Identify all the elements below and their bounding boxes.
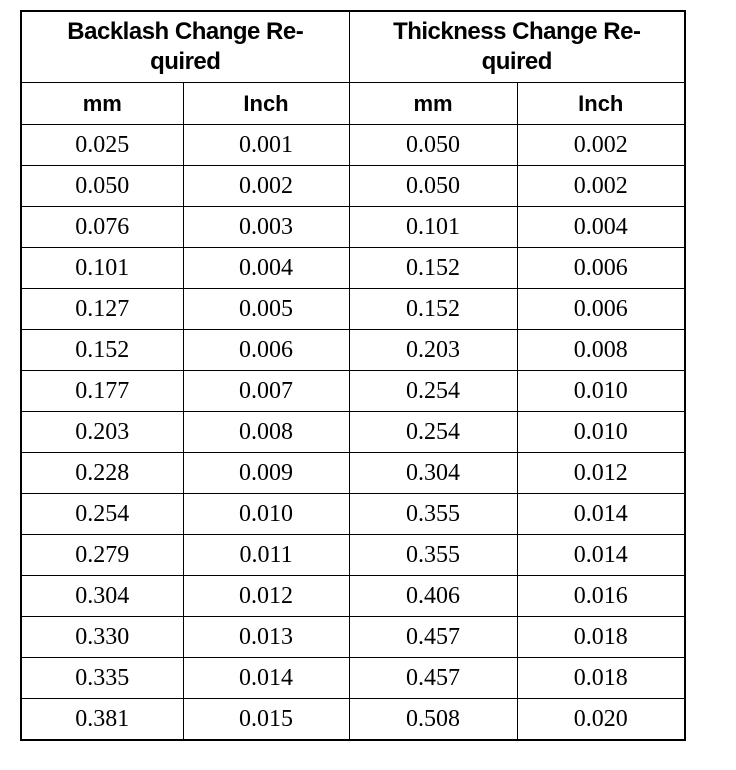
- thickness-inch-cell: 0.002: [517, 166, 685, 207]
- backlash-change-header: [21, 11, 349, 83]
- backlash-inch-header: Inch: [183, 83, 349, 125]
- thickness-change-header: [349, 11, 685, 83]
- backlash-inch-cell: 0.006: [183, 330, 349, 371]
- thickness-mm-cell: 0.050: [349, 166, 517, 207]
- backlash-mm-cell: 0.050: [21, 166, 183, 207]
- backlash-mm-cell: 0.381: [21, 699, 183, 741]
- table-row: [21, 207, 685, 248]
- thickness-inch-cell: 0.020: [517, 699, 685, 741]
- thickness-mm-cell: 0.203: [349, 330, 517, 371]
- table-row: [21, 330, 685, 371]
- thickness-mm-cell: 0.152: [349, 248, 517, 289]
- backlash-mm-cell: 0.304: [21, 576, 183, 617]
- table-row: [21, 125, 685, 166]
- backlash-mm-cell: 0.254: [21, 494, 183, 535]
- unit-header-row: [21, 83, 685, 125]
- backlash-inch-cell: 0.005: [183, 289, 349, 330]
- group-header-row: [21, 11, 685, 83]
- thickness-mm-cell: 0.254: [349, 371, 517, 412]
- backlash-inch-cell: 0.009: [183, 453, 349, 494]
- backlash-inch-cell: 0.003: [183, 207, 349, 248]
- thickness-inch-cell: 0.006: [517, 248, 685, 289]
- backlash-mm-cell: 0.076: [21, 207, 183, 248]
- backlash-inch-cell: 0.011: [183, 535, 349, 576]
- thickness-mm-cell: 0.050: [349, 125, 517, 166]
- table-row: [21, 248, 685, 289]
- backlash-inch-cell: 0.010: [183, 494, 349, 535]
- table-body: [21, 125, 685, 741]
- backlash-mm-cell: 0.330: [21, 617, 183, 658]
- thickness-inch-cell: 0.014: [517, 494, 685, 535]
- thickness-mm-cell: 0.406: [349, 576, 517, 617]
- thickness-mm-cell: 0.101: [349, 207, 517, 248]
- thickness-mm-cell: 0.304: [349, 453, 517, 494]
- backlash-header-line1: Backlash Change Re-: [67, 18, 304, 45]
- thickness-inch-cell: 0.006: [517, 289, 685, 330]
- backlash-inch-cell: 0.007: [183, 371, 349, 412]
- shim-change-table: [20, 10, 686, 741]
- backlash-inch-cell: 0.013: [183, 617, 349, 658]
- thickness-mm-cell: 0.457: [349, 658, 517, 699]
- thickness-inch-header: Inch: [517, 83, 685, 125]
- thickness-inch-cell: 0.018: [517, 658, 685, 699]
- backlash-inch-cell: 0.002: [183, 166, 349, 207]
- backlash-inch-cell: 0.012: [183, 576, 349, 617]
- table-row: [21, 412, 685, 453]
- thickness-mm-cell: 0.457: [349, 617, 517, 658]
- thickness-inch-cell: 0.004: [517, 207, 685, 248]
- thickness-mm-cell: 0.152: [349, 289, 517, 330]
- thickness-mm-cell: 0.508: [349, 699, 517, 741]
- backlash-mm-cell: 0.335: [21, 658, 183, 699]
- table-row: [21, 494, 685, 535]
- thickness-header-line1: Thickness Change Re-: [393, 18, 641, 45]
- backlash-inch-cell: 0.014: [183, 658, 349, 699]
- thickness-inch-cell: 0.016: [517, 576, 685, 617]
- table-row: [21, 576, 685, 617]
- backlash-mm-cell: 0.203: [21, 412, 183, 453]
- table-row: [21, 617, 685, 658]
- backlash-mm-cell: 0.177: [21, 371, 183, 412]
- thickness-inch-cell: 0.008: [517, 330, 685, 371]
- table-row: [21, 453, 685, 494]
- table-row: [21, 289, 685, 330]
- table-row: [21, 699, 685, 741]
- thickness-mm-header: mm: [349, 83, 517, 125]
- backlash-inch-cell: 0.008: [183, 412, 349, 453]
- backlash-header-line2: quired: [150, 48, 221, 75]
- backlash-mm-cell: 0.152: [21, 330, 183, 371]
- thickness-inch-cell: 0.012: [517, 453, 685, 494]
- backlash-mm-cell: 0.279: [21, 535, 183, 576]
- thickness-mm-cell: 0.254: [349, 412, 517, 453]
- table-row: [21, 658, 685, 699]
- table-row: [21, 371, 685, 412]
- table-row: [21, 166, 685, 207]
- thickness-inch-cell: 0.014: [517, 535, 685, 576]
- thickness-header-line2: quired: [481, 48, 552, 75]
- backlash-inch-cell: 0.004: [183, 248, 349, 289]
- thickness-mm-cell: 0.355: [349, 494, 517, 535]
- thickness-inch-cell: 0.010: [517, 371, 685, 412]
- backlash-inch-cell: 0.001: [183, 125, 349, 166]
- backlash-mm-cell: 0.228: [21, 453, 183, 494]
- backlash-mm-cell: 0.025: [21, 125, 183, 166]
- thickness-inch-cell: 0.018: [517, 617, 685, 658]
- thickness-inch-cell: 0.002: [517, 125, 685, 166]
- backlash-mm-cell: 0.101: [21, 248, 183, 289]
- backlash-mm-header: mm: [21, 83, 183, 125]
- backlash-inch-cell: 0.015: [183, 699, 349, 741]
- backlash-mm-cell: 0.127: [21, 289, 183, 330]
- thickness-inch-cell: 0.010: [517, 412, 685, 453]
- table-row: [21, 535, 685, 576]
- thickness-mm-cell: 0.355: [349, 535, 517, 576]
